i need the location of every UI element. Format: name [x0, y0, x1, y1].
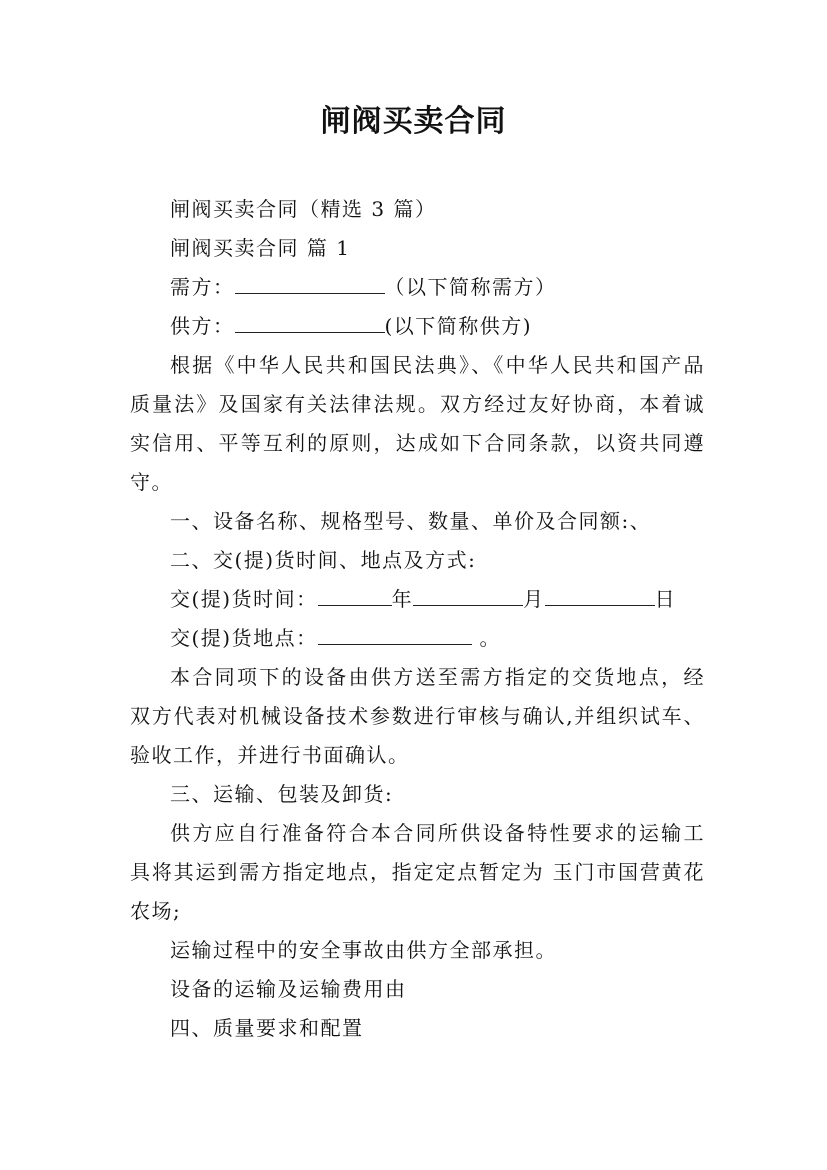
month-label: 月: [523, 587, 545, 611]
buyer-blank: [235, 269, 385, 294]
delivery-place-end: 。: [479, 626, 501, 650]
buyer-label: 需方：: [170, 275, 235, 299]
day-blank: [545, 581, 655, 606]
cost-paragraph: 设备的运输及运输费用由: [170, 977, 407, 1001]
delivery-paragraph: 本合同项下的设备由供方送至需方指定的交货地点，经双方代表对机械设备技术参数进行审核与确认,并组织试车、验收工作，并进行书面确认。: [130, 665, 705, 767]
subtitle: 闸阀买卖合同（精选 3 篇）: [170, 197, 437, 221]
section-4-heading: 四、质量要求和配置: [170, 1016, 364, 1040]
seller-suffix: (以下简称供方): [384, 314, 533, 338]
delivery-place-label: 交(提)货地点：: [170, 626, 318, 650]
section-1-heading: 一、设备名称、规格型号、数量、单价及合同额:、: [170, 509, 652, 533]
delivery-place-line: [130, 619, 705, 658]
buyer-suffix: （以下简称需方）: [384, 275, 557, 299]
delivery-time-label: 交(提)货时间：: [170, 587, 318, 611]
place-blank: [318, 620, 472, 645]
transport-paragraph: 供方应自行准备符合本合同所供设备特性要求的运输工具将其运到需方指定地点，指定定点暂定为 玉门市国营黄花农场;: [130, 821, 705, 923]
buyer-line: [130, 268, 705, 307]
safety-paragraph: 运输过程中的安全事故由供方全部承担。: [170, 938, 557, 962]
intro-paragraph: 根据《中华人民共和国民法典》、《中华人民共和国产品质量法》及国家有关法律法规。双方经过友好协商，本着诚实信用、平等互利的原则，达成如下合同条款，以资共同遵守。: [130, 353, 705, 494]
seller-label: 供方：: [170, 314, 235, 338]
seller-blank: [235, 308, 385, 333]
delivery-time-line: [130, 580, 705, 619]
day-label: 日: [654, 587, 677, 611]
document-title: 闸阀买卖合同: [320, 104, 507, 139]
section-3-heading: 三、运输、包装及卸货:: [170, 782, 394, 806]
year-blank: [318, 581, 392, 606]
year-label: 年: [391, 587, 414, 611]
document-body: [130, 190, 705, 1048]
chapter-heading: 闸阀买卖合同 篇 1: [170, 236, 351, 260]
section-2-heading: 二、交(提)货时间、地点及方式:: [170, 548, 477, 572]
month-blank: [413, 581, 523, 606]
seller-line: [130, 307, 705, 346]
